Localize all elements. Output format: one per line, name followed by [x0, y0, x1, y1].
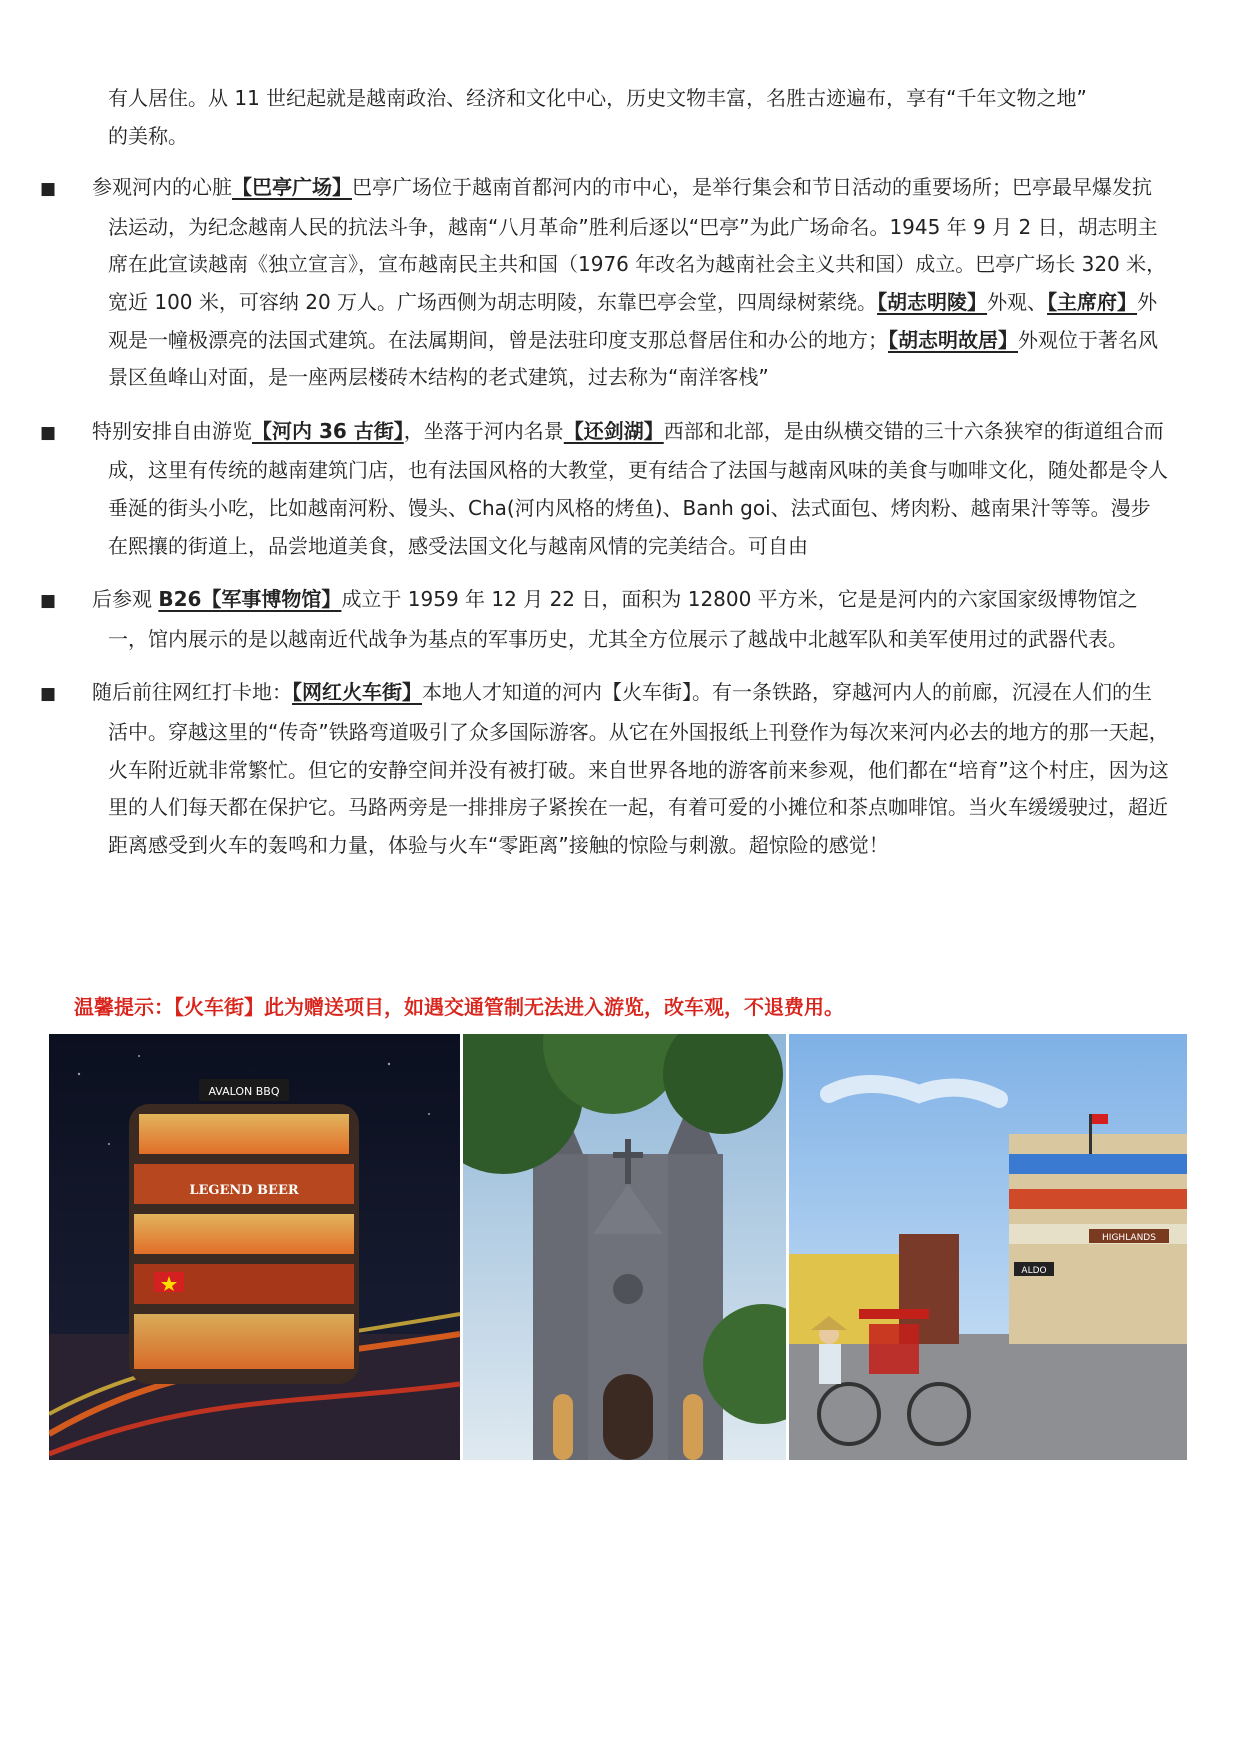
paragraph-text: ，坐落于河内名景 — [403, 418, 564, 443]
paragraph-text: 成立于 1959 年 12 月 22 日，面积为 12800 平方米，它是是河内的六家国家级博物馆之一，馆内展示的是以越南近代战争为基点的军事历史，尤其全方位展示了越战中北越军队和美军使用过的武器代表。 — [108, 587, 1138, 651]
highlight-ho-chi-minh-residence: 【胡志明故居】 — [888, 327, 1018, 352]
night-building-illustration — [49, 1034, 460, 1460]
bullet-icon: ■ — [40, 591, 57, 612]
photo-night-building — [49, 1034, 460, 1460]
bullet-icon: ■ — [40, 684, 57, 705]
highlands-sign: HIGHLANDS — [1102, 1233, 1156, 1243]
intro-line-1: 有人居住。从 11 世纪起就是越南政治、经济和文化中心，历史文物丰富，名胜古迹遍布，享有“千年文物之地” — [108, 86, 1087, 110]
warm-tip-notice: 温馨提示：【火车街】此为赠送项目，如遇交通管制无法进入游览，改车观，不退费用。 — [74, 995, 844, 1019]
legend-beer-sign: LEGEND BEER — [189, 1183, 299, 1198]
paragraph-lead: 特别安排自由游览 — [92, 418, 252, 443]
paragraph-text: 外观位于著名风景区鱼峰山对面，是一座两层楼砖木结构的老式建筑，过去称为“南洋客栈” — [108, 327, 1158, 390]
highlight-presidential-palace: 【主席府】 — [1047, 289, 1138, 314]
article-body — [40, 80, 1170, 880]
cyclo-street-illustration — [789, 1034, 1187, 1460]
highlight-36-streets: 【河内 36 古街】 — [252, 418, 404, 443]
avalon-sign: AVALON BBQ — [208, 1085, 280, 1098]
photo-cyclo-street — [789, 1034, 1187, 1460]
paragraph-old-quarter — [40, 413, 1170, 565]
photo-st-joseph-cathedral — [463, 1034, 786, 1460]
paragraph-text: 本地人才知道的河内【火车街】。有一条铁路，穿越河内人的前廊，沉浸在人们的生活中。穿越这里的“传奇”铁路弯道吸引了众多国际游客。从它在外国报纸上刊登作为每次来河内必去的地方的那一天起，火车附近就非常繁忙。但它的安静空间并没有被打破。来自世界各地的游客前来参观，他们都在“培育”这个村庄，因为这里的人们每天都在保护它。马路两旁是一排排房子紧挨在一起，有着可爱的小摊位和茶点咖啡馆。当火车缓缓驶过，超近距离感受到火车的轰鸣和力量，体验与火车“零距离”接触的惊险与刺激。超惊险的感觉！ — [108, 680, 1169, 857]
paragraph-text: 西部和北部，是由纵横交错的三十六条狭窄的街道组合而成，这里有传统的越南建筑门店，也有法国风格的大教堂，更有结合了法国与越南风味的美食与咖啡文化，随处都是令人垂涎的街头小吃，比如越南河粉、馒头、Cha(河内风格的烤鱼)、Banh goi、法式面包、烤肉粉、越南果汁等等。漫步在熙攘的街道上，品尝地道美食，感受法国文化与越南风情的完美结合。可自由 — [108, 418, 1168, 558]
highlight-military-museum: B26【军事博物馆】 — [158, 587, 342, 612]
photo-strip — [49, 1034, 1187, 1460]
highlight-hoan-kiem-lake: 【还剑湖】 — [563, 418, 664, 443]
paragraph-lead: 后参观 — [92, 587, 159, 612]
paragraph-train-street — [40, 674, 1170, 864]
paragraph-text: 巴亭广场位于越南首都河内的市中心，是举行集会和节日活动的重要场所；巴亭最早爆发抗法运动，为纪念越南人民的抗法斗争，越南“八月革命”胜利后逐以“巴亭”为此广场命名。1945 年 9 月 2 日，胡志明主席在此宣读越南《独立宣言》，宣布越南民主共和国（1976 年改名为越南社会主义共和国）成立。巴亭广场长 320 米，宽近 100 米，可容纳 20 万人。广场西侧为胡志明陵，东靠巴亭会堂，四周绿树萦绕。 — [108, 175, 1167, 314]
paragraph-text: 外观是一幢极漂亮的法国式建筑。在法属期间，曾是法驻印度支那总督居住和办公的地方； — [108, 289, 1158, 352]
bullet-icon: ■ — [40, 422, 57, 443]
highlight-ho-chi-minh-mausoleum: 【胡志明陵】 — [877, 289, 988, 314]
aldo-sign: ALDO — [1021, 1266, 1047, 1276]
paragraph-lead: 参观河内的心脏 — [92, 175, 232, 200]
bullet-icon: ■ — [40, 179, 57, 200]
highlight-train-street: 【网红火车街】 — [292, 680, 422, 705]
intro-paragraph — [74, 80, 1170, 155]
highlight-ba-dinh-square: 【巴亭广场】 — [232, 175, 352, 200]
intro-line-2: 的美称。 — [108, 123, 188, 148]
paragraph-lead: 随后前往网红打卡地： — [92, 680, 292, 705]
paragraph-ba-dinh-square — [40, 169, 1170, 397]
paragraph-text: 外观、 — [987, 289, 1048, 314]
paragraph-military-museum — [40, 581, 1170, 658]
cathedral-illustration — [463, 1034, 786, 1460]
